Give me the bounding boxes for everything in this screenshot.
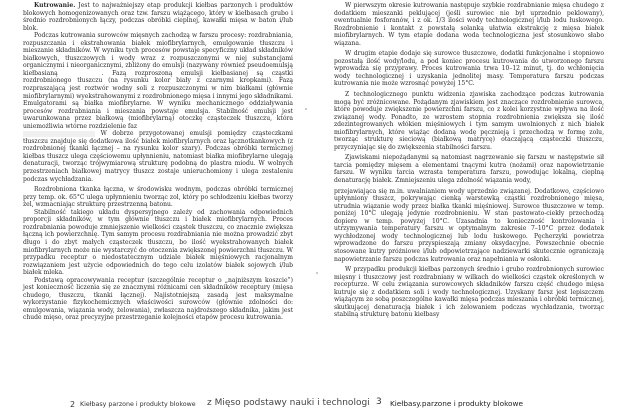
paragraph-text: W drugim etapie dodaje się surowce tłuszczowe, dodatki funkcjonalne i stopniowo pozostałą ilość wody/lodu, a pod koniec procesu kutrowania do utworzonego farszu wprowadza się przyprawy. Proces kutrowania trwa 10–12 minut, tj. do wchłonięcia wody technologicznej i uzyskania jednolitej masy. Temperatura farszu podczas kutrowania nie może wzrosnąć powyżej 15°C. (334, 50, 604, 88)
paragraph-undesirable-effects (334, 154, 604, 184)
source-caption: z Mięso podstawy nauki i technologi (207, 398, 370, 408)
paragraph-processes (23, 32, 293, 183)
left-page-number: 2 (70, 400, 76, 409)
section-lead-term: Kutrowanie. (34, 2, 76, 9)
paragraph-technological-view (334, 91, 604, 151)
paragraph-coarse-sausages (334, 266, 604, 319)
paragraph-text: W przypadku produkcji kiełbas parzonych średnio i grubo rozdrobnionych surowiec mięsny i tłuszczowy jest rozdrabniany w wilkach do wielkości cząstek określonych w recepturze. W celu związania surowcowych składników farszu część chudego mięsa kutruje się z dodatkiem soli i wody technologicznej. Uzyskany farsz jest lepiszczem wiążącym ze sobą poszczególne kawałki mięsa podczas mieszania i obróbki termicznej, skutkującej denaturacją białek i ich żelowaniem podczas wychładzania, tworząc stabilną strukturę batonu kiełbasy (334, 266, 604, 319)
paragraph-text: Z technologicznego punktu widzenia zjawiska zachodzące podczas kutrowania mogą być zróżnicowane. Pożądanym zjawiskiem jest znaczące rozdrobnienie surowca, które powoduje zwiększenie powierzchni farszu, co z kolei korzystnie wpływa na ilość związanej wody. Ponadto, ze wzrostem stopnia rozdrobnienia zwiększa się ilość zdezintegrowanych włókien mięśniowych i tym samym uwolnionych z nich białek miofibrylarnych, które wiążąc dodaną wodę pęcznieją i przechodzą w formę zolu, tworząc strukturę sieciową (białkową matrycę) otaczającą cząsteczki tłuszczu, przyczyniając się do zwiększenia stabilności farszu. (334, 91, 604, 151)
paragraph-kutrowanie (23, 2, 293, 32)
paragraph-text: Podstawą opracowywania receptur (szczególnie receptur o „najniższym koszcie”) jest konieczność liczenia się ze znacznymi różnicami cen składników receptury (mięsa chudego, tłuszczu, tkanki łącznej). Najistotniejszą zasadą jest maksymalne wykorzystanie fizykochemicznych właściwości surowców (głównie zdolności do: emulgowania, wiązania wody, żelowania), zwłaszcza najdroższego składnika, jakim jest chude mięso, oraz precyzyjne przestrzeganie kolejności etapów procesu kutrowania. (23, 276, 293, 322)
right-page-number: 3 (376, 397, 382, 407)
paragraph-text: Zjawiskami niepożądanymi są natomiast nagrzewanie się farszu w następstwie sił tarcia pomiędzy mięsem a elementami tnącymi kutra (nożami) oraz napowietrzanie farszu. W wyniku tarcia wzrasta temperatura farszu, powodując lokalną, cieplną denaturację białek. Zmniejszeniu ulega zdolność wiązania wody, (334, 154, 604, 185)
paragraph-text: . Fazą rozproszoną emulsji kiełbasianej są cząstki rozdrobnionego tłuszczu (na rysunku kolor biały z czarnymi kropkami). Fazą rozpraszającą jest roztwór wodny soli z rozpuszczonymi w nim białkami (głównie miofibrylarnymi) wyekstrahowanymi z rozdrobnionego mięsa i innymi jego składnikami. Emulgatorami są białka miofibrylarne. W wyniku mechanicznego oddziaływania procesów rozdrabniania i mieszania powstaje emulsja. Stabilność emulsji jest uwarunkowana przez białkową (miofibrylarną) otoczkę cząsteczek tłuszczu, która uniemożliwia wtórne rozdzielenie faz (23, 69, 294, 130)
paragraph-first-stage (334, 2, 604, 47)
right-page-text-column (334, 2, 604, 319)
highlight-placeholder (23, 131, 95, 137)
scan-speck (305, 108, 307, 110)
paragraph-text: Jest to najważniejszy etap produkcji kiełbas parzonych i produktów blokowych homogenizowanych oraz tzw. farszu wiążącego, który w kiełbasach grubo i średnio rozdrobnionych łączy, podczas obróbki cieplnej, kawałki mięsa w baton i/lub blok. (23, 2, 293, 32)
paragraph-text: Stabilność takiego układu dyspersyjnego zależy od zachowania odpowiednich proporcji składników, w tym głównie tłuszczu i białek miofibrylarnych. Proces rozdrabniania powoduje zmniejszenie wielkości cząstek tłuszczu, co znacznie zwiększa łączną ich powierzchnię. Tym samym procesu rozdrabniania nie można prowadzić zbyt długo i do zbyt małych cząsteczek tłuszczu, bo ilość wyekstrahowanych białek miofibrylarnych może nie wystarczyć do otoczenia zwiększonej powierzchni tłuszczu. W przypadku receptur o niedostatecznym udziale białek mięśniowych racjonalnym rozwiązaniem jest użycie odpowiednich do tego celu izolatów białek sojowych i/lub białek mleka. (23, 208, 293, 277)
paragraph-text: Rozdrobniona tkanka łączna, w środowisku wodnym, podczas obróbki termicznej przy temp. ok. 65°C ulega upłynnieniu tworząc zol, który po schłodzeniu kiełbas tworzy żel, wzmacniając strukturę przestrzenną batonu. (23, 186, 293, 209)
left-page-text-column (23, 2, 293, 322)
paragraph-undesirable-effects-cont (334, 188, 604, 263)
paragraph-text: Podczas kutrowania surowców mięsnych zachodzą w farszu procesy: rozdrabniania, rozpuszczania i ekstrahowania białek miofibrylarnych, emulgowanie tłuszczu i mieszanie składników. W wyniku tych procesów powstaje specyficzny układ składników białkowych, tłuszczowych i wody wraz z rozpuszczonymi w niej substancjami organicznymi i nieorganicznymi, zbliżony do emulsji (nazywany również pseudoemulsją kiełbasianą (23, 32, 293, 77)
right-running-title: Kiełbasy.parzone i produkty blokowe (390, 399, 523, 408)
paragraph-stability (23, 209, 293, 277)
paragraph-text: przejawiająca się m.in. uwalnianiem wody uprzednio związanej. Dodatkowo, częściowo upłynniony tłuszcz, pokrywając cienką warstewką cząstki rozdrobnionego mięsa, utrudnia wiązanie wody przez białka tkanki mięśniowej. Surowce tłuszczowe w temp. poniżej 10°C ulegają jedynie rozdrobnieniu. W stan pastowato-ciekły przechodzą dopiero w temp. powyżej 10°C. Uzasadnia to konieczność kontrolowania i utrzymywania temperatury farszu w optymalnym zakresie 7–10°C przez dodatek wychłodzonej wody technologicznej lub lodu łuskowego. Pęcherzyki powietrza wprowadzone do farszu przyspieszają zmiany oksydacyjne. Powszechnie obecnie stosowane kutry próżniowe i/lub odpowietrzające nadziewarki skutecznie ograniczają napowietrzanie farszu podczas kutrowania oraz napełniania w osłonki. (334, 187, 604, 263)
paragraph-text: W pierwszym okresie kutrowania następuje szybkie rozdrabnianie mięsa chudego z dodatkiem mieszanki peklującej (jeśli surowiec nie był uprzednio peklowany), ewentualnie fosforanów, i z ok. 1/3 ilości wody technologicznej i/lub lodu łuskowego. Rozdrobnienie i kontakt z powstałą solanką ułatwia ekstrakcję z mięsa białek miofibrylarnych. W tym etapie dodana woda technologiczna jest stosunkowo słabo wiązana. (334, 2, 604, 47)
left-running-title: Kiełbasy parzone i produkty blokowe (80, 401, 196, 408)
paragraph-second-stage (334, 50, 604, 88)
paragraph-recipes (23, 277, 293, 322)
paragraph-text: W dobrze przygotowanej emulsji pomiędzy cząsteczkami tłuszczu znajduje się dodatkowa ilość białek miofibrylarnych oraz łącznotkankowych (z rozdrobnionej tkanki łącznej – na rysunku kolor szary). Podczas obróbki termicznej kiełbas tłuszcz ulega częściowemu upłynnieniu, natomiast białka miofibrylarne ulegają denaturacji, tworząc trójwymiarową strukturę podobną do plastra miodu. W wolnych przestrzeniach białkowej matrycy tłuszcz zostaje unieruchomiony i ulega zestaleniu podczas wychładzania. (23, 130, 293, 183)
scan-speck (316, 272, 318, 274)
paragraph-connective-tissue (23, 186, 293, 209)
